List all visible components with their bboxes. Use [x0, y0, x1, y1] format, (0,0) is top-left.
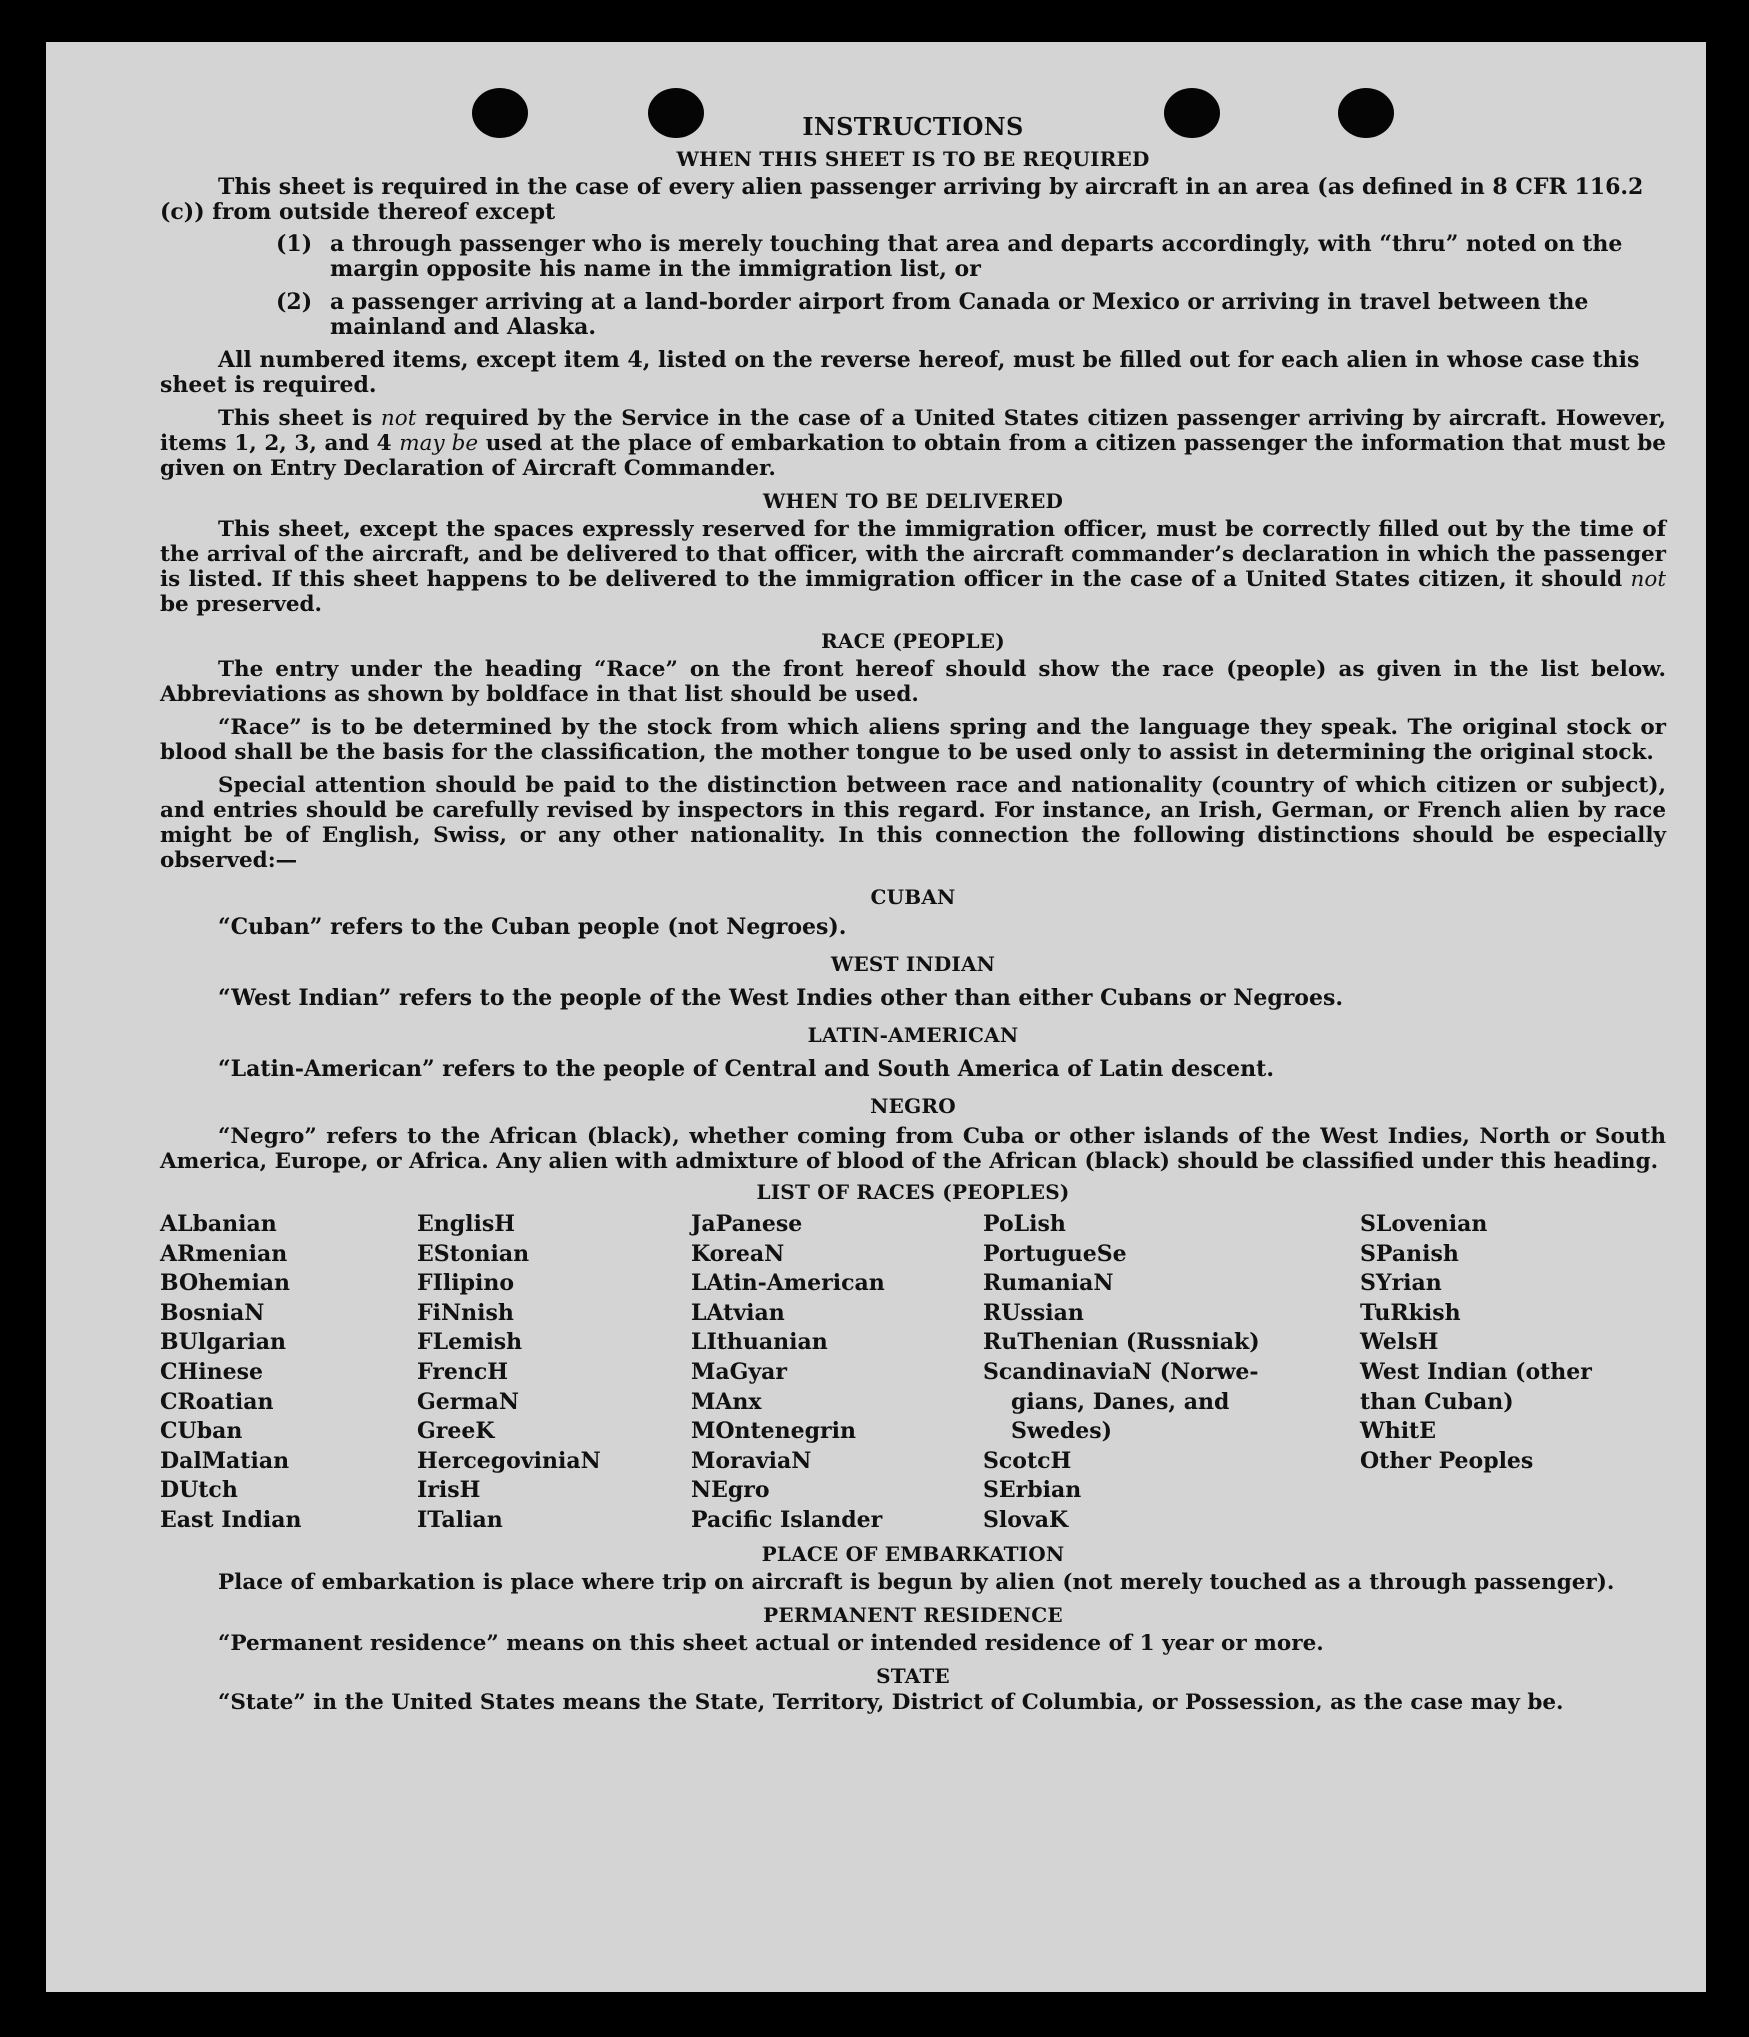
race-entry: gians, Danes, and: [1011, 1388, 1230, 1415]
race-entry: than Cuban): [1360, 1388, 1514, 1415]
paragraph-permanent-residence: “Permanent residence” means on this sheet actual or intended residence of 1 year or more.: [218, 1630, 1324, 1656]
race-entry: HercegoviniaN: [417, 1447, 601, 1474]
race-entry: SYrian: [1360, 1270, 1442, 1297]
race-entry: LIthuanian: [691, 1329, 828, 1356]
race-entry: DUtch: [160, 1477, 238, 1504]
paragraph-state: “State” in the United States means the State, Territory, District of Columbia, or Possession, as the case may be.: [218, 1689, 1564, 1715]
race-entry: SPanish: [1360, 1240, 1459, 1267]
race-entry: ALbanian: [160, 1211, 277, 1237]
race-entry: BUlgarian: [160, 1329, 286, 1356]
text-run: This sheet, except the spaces expressly reserved for the immigration officer, must be correctly filled out by the time of the arrival of the aircraft, and be delivered to that officer, with the aircraft commander’s declaration in which the passenger is listed. If this sheet happens to be delivered to the immigration officer in the case of a United States citizen, it should: [160, 517, 1666, 592]
section-heading-race: RACE (PEOPLE): [821, 629, 1005, 653]
section-heading-latin-american: LATIN-AMERICAN: [807, 1023, 1019, 1047]
race-entry: NEgro: [691, 1477, 770, 1504]
race-entry: RUssian: [983, 1299, 1084, 1326]
text-run: required by the Service in the case of a United States citizen passenger arriving by aircraft. However, items 1, 2, 3, and 4: [160, 406, 1666, 456]
race-entry: CUban: [160, 1418, 243, 1445]
races-column: [983, 1210, 1360, 1536]
section-heading-west-indian: WEST INDIAN: [830, 952, 996, 976]
race-entry: MaGyar: [691, 1358, 788, 1385]
text-run: The entry under the heading “Race” on the front hereof should show the race (people) as given in the list below. Abbreviations as shown by: [160, 657, 1666, 707]
instructions-content: [160, 112, 1666, 1715]
section-heading-embarkation: PLACE OF EMBARKATION: [761, 1541, 1065, 1566]
exception-item-1: [160, 232, 1666, 282]
race-entry: EnglisH: [417, 1211, 516, 1237]
race-entry: RumaniaN: [983, 1270, 1114, 1297]
race-entry: GermaN: [417, 1388, 520, 1415]
race-entry: WelsH: [1360, 1329, 1439, 1356]
race-entry: Pacific Islander: [691, 1506, 883, 1533]
race-entry: MAnx: [691, 1388, 762, 1415]
race-entry: Swedes): [1011, 1418, 1112, 1445]
paragraph-required-intro: This sheet is required in the case of every alien passenger arriving by aircraft in an area (as defined in 8 CFR 116.2 (c)) from outside thereof except: [160, 174, 1644, 225]
race-entry: MoraviaN: [691, 1447, 812, 1474]
race-entry: WhitE: [1360, 1418, 1436, 1445]
section-heading-list-of-races: LIST OF RACES (PEOPLES): [756, 1180, 1070, 1204]
paragraph-negro: “Negro” refers to the African (black), whether coming from Cuba or other islands of the West Indies, North or South America, Europe, or Africa. Any alien with admixture of blood of the African (black) should be classified under this heading.: [160, 1124, 1666, 1174]
race-entry: LAtvian: [691, 1299, 785, 1326]
section-heading-permanent-residence: PERMANENT RESIDENCE: [763, 1602, 1063, 1627]
text-run: in that list should be used.: [596, 682, 919, 707]
paragraph-cuban: “Cuban” refers to the Cuban people (not Negroes).: [218, 914, 847, 940]
italic-word: not: [380, 406, 417, 431]
races-column: [417, 1210, 691, 1536]
races-column: [1360, 1210, 1666, 1536]
text-run: be preserved.: [160, 592, 323, 617]
item-number: (2): [276, 289, 313, 315]
paragraph-not-required: [160, 406, 1666, 481]
race-entry: CHinese: [160, 1358, 264, 1385]
race-entry: ScandinaviaN (Norwe-: [983, 1358, 1259, 1385]
race-entry: EStonian: [417, 1240, 530, 1267]
paragraph-latin-american: “Latin-American” refers to the people of Central and South America of Latin descent.: [218, 1056, 1274, 1082]
race-entry: LAtin-American: [691, 1270, 885, 1297]
race-entry: BOhemian: [160, 1270, 291, 1297]
page-title: INSTRUCTIONS: [802, 112, 1024, 141]
race-entry: FIlipino: [417, 1270, 515, 1297]
races-column: [160, 1210, 417, 1536]
paragraph-race-determined: “Race” is to be determined by the stock from which aliens spring and the language they speak. The original stock or blood shall be the basis for the classification, the mother tongue to be used only to assist in determining the original stock.: [160, 715, 1666, 765]
section-heading-state: STATE: [876, 1663, 950, 1688]
race-entry: PoLish: [983, 1211, 1066, 1237]
paragraph-west-indian: “West Indian” refers to the people of the West Indies other than either Cubans or Negroes.: [218, 985, 1344, 1011]
race-entry: DalMatian: [160, 1447, 290, 1474]
race-entry: CRoatian: [160, 1388, 274, 1415]
races-list: [160, 1210, 1666, 1536]
paragraph-race-nationality: Special attention should be paid to the distinction between race and nationality (country of which citizen or subject), and entries should be carefully revised by inspectors in this regard. For instance, an Irish, German, or French alien by race might be of English, Swiss, or any other nationality. In this connection the following distinctions should be especially observed:—: [160, 773, 1666, 873]
italic-word: may be: [399, 431, 479, 456]
bold-word: boldface: [486, 682, 589, 707]
section-heading-when-delivered: WHEN TO BE DELIVERED: [762, 489, 1064, 513]
races-column: [691, 1210, 983, 1536]
race-entry: FrencH: [417, 1358, 508, 1385]
race-entry: West Indian (other: [1360, 1358, 1592, 1385]
paragraph-embarkation: Place of embarkation is place where trip on aircraft is begun by alien (not merely touched as a through passenger).: [218, 1569, 1615, 1595]
race-entry: GreeK: [417, 1418, 495, 1445]
paragraph-all-numbered: All numbered items, except item 4, listed on the reverse hereof, must be filled out for each alien in whose case this sheet is required.: [160, 347, 1640, 398]
race-entry: KoreaN: [691, 1240, 785, 1267]
race-entry: PortugueSe: [983, 1240, 1127, 1267]
section-heading-when-required: WHEN THIS SHEET IS TO BE REQUIRED: [676, 147, 1150, 171]
document-sheet: [46, 42, 1706, 1992]
text-run: This sheet is: [218, 406, 373, 431]
race-entry: TuRkish: [1360, 1299, 1461, 1326]
race-entry: ARmenian: [160, 1240, 288, 1267]
race-entry: SErbian: [983, 1477, 1082, 1504]
section-heading-negro: NEGRO: [870, 1094, 956, 1118]
race-entry: BosniaN: [160, 1299, 265, 1326]
race-entry: IrisH: [417, 1477, 481, 1504]
paragraph-when-delivered: [160, 517, 1666, 617]
race-entry: FiNnish: [417, 1299, 514, 1326]
race-entry: RuThenian (Russniak): [983, 1329, 1260, 1356]
italic-word: not: [1630, 567, 1666, 592]
exception-item-2: [160, 290, 1666, 340]
text-run: used at the place of embarkation to obtain from a citizen passenger the information that must be given on Entry Declaration of Aircraft Commander.: [160, 431, 1666, 481]
race-entry: Other Peoples: [1360, 1447, 1534, 1474]
section-heading-cuban: CUBAN: [870, 885, 956, 909]
race-entry: FLemish: [417, 1329, 523, 1356]
race-entry: SLovenian: [1360, 1211, 1488, 1237]
race-entry: ITalian: [417, 1506, 503, 1533]
item-text: a through passenger who is merely touching that area and departs accordingly, with “thru” noted on the margin opposite his name in the immigration list, or: [330, 231, 1623, 282]
race-entry: East Indian: [160, 1506, 302, 1533]
item-number: (1): [276, 231, 313, 257]
race-entry: MOntenegrin: [691, 1418, 856, 1445]
item-text: a passenger arriving at a land-border airport from Canada or Mexico or arriving in travel between the mainland and Alaska.: [330, 289, 1589, 340]
race-entry: SlovaK: [983, 1506, 1069, 1533]
race-entry: ScotcH: [983, 1447, 1072, 1474]
race-entry: JaPanese: [691, 1211, 803, 1237]
paragraph-race-entry: [160, 657, 1666, 707]
